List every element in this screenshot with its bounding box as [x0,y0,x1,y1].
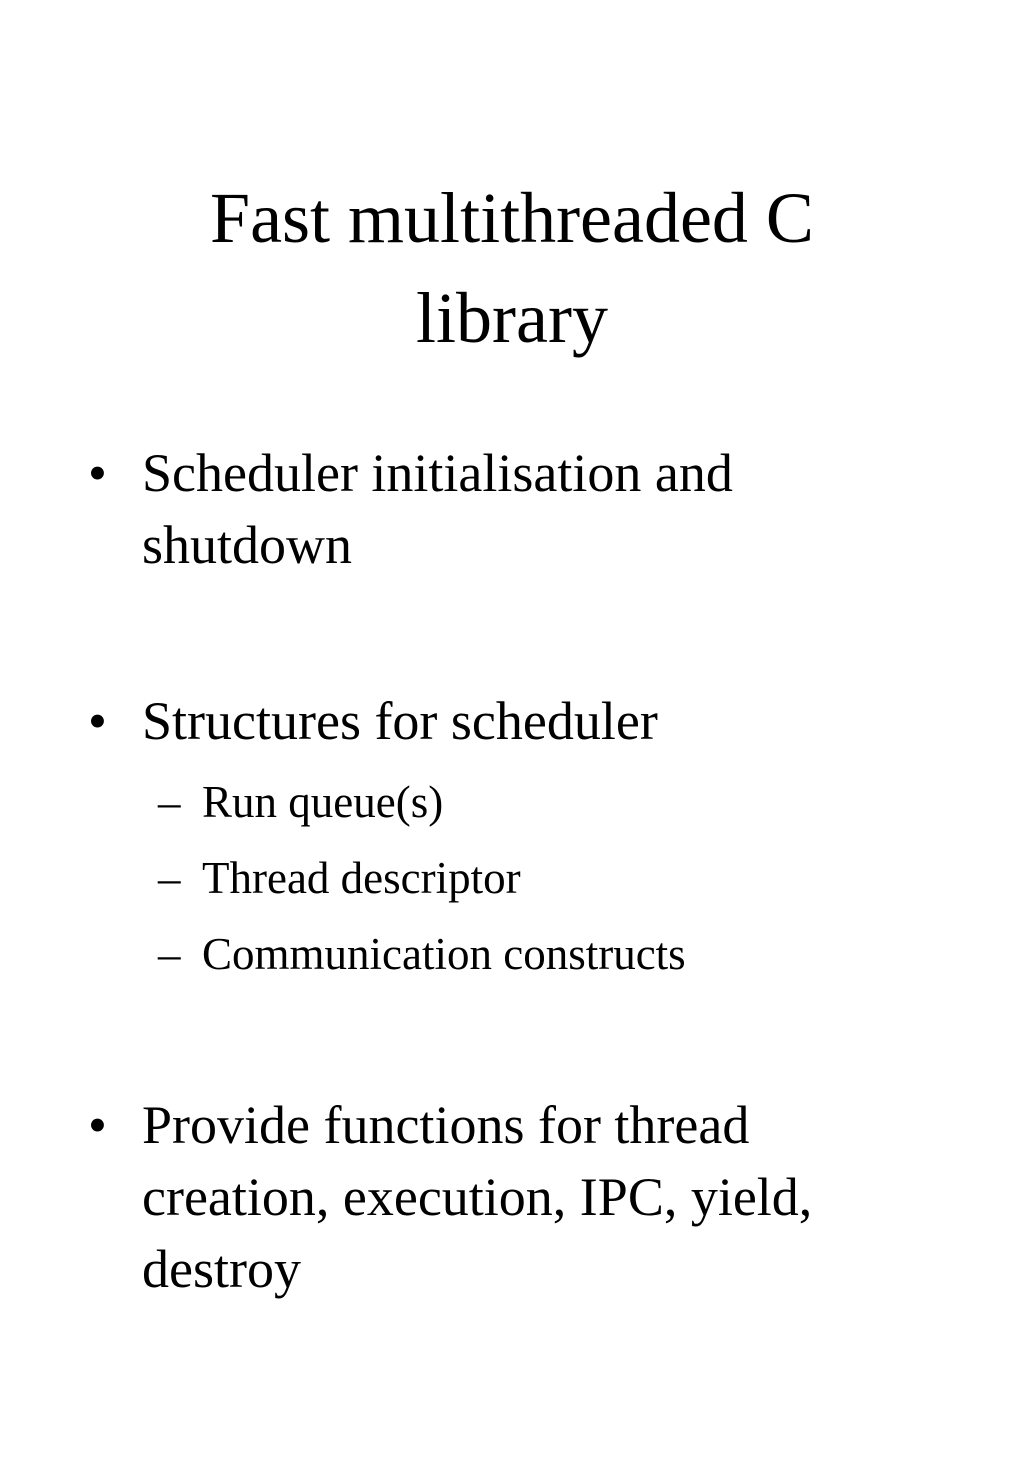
bullet-text-line: Scheduler initialisation and [142,443,733,503]
bullet-text-line: Structures for scheduler [142,691,658,751]
bullet-marker: • [88,443,107,503]
bullet-text-line: creation, execution, IPC, yield, [142,1167,813,1227]
title-line: Fast multithreaded C [210,178,814,258]
sub-item-text: Thread descriptor [202,853,521,903]
bullet-marker: • [88,691,107,751]
sub-item-marker: – [158,929,181,979]
bullet-text-line: Provide functions for thread [142,1095,750,1155]
sub-item-text: Run queue(s) [202,777,444,827]
sub-item-marker: – [158,853,181,903]
bullet-text-line: destroy [142,1239,301,1299]
bullet-text [142,1089,1002,1305]
title-line: library [416,278,608,358]
slide-title [0,168,1024,368]
bullet-marker: • [88,1095,107,1155]
sub-item-text: Communication constructs [202,929,686,979]
sub-item-marker: – [158,777,181,827]
bullet-text [142,685,1002,757]
bullet-text [142,437,1002,581]
bullet-text-line: shutdown [142,515,353,575]
